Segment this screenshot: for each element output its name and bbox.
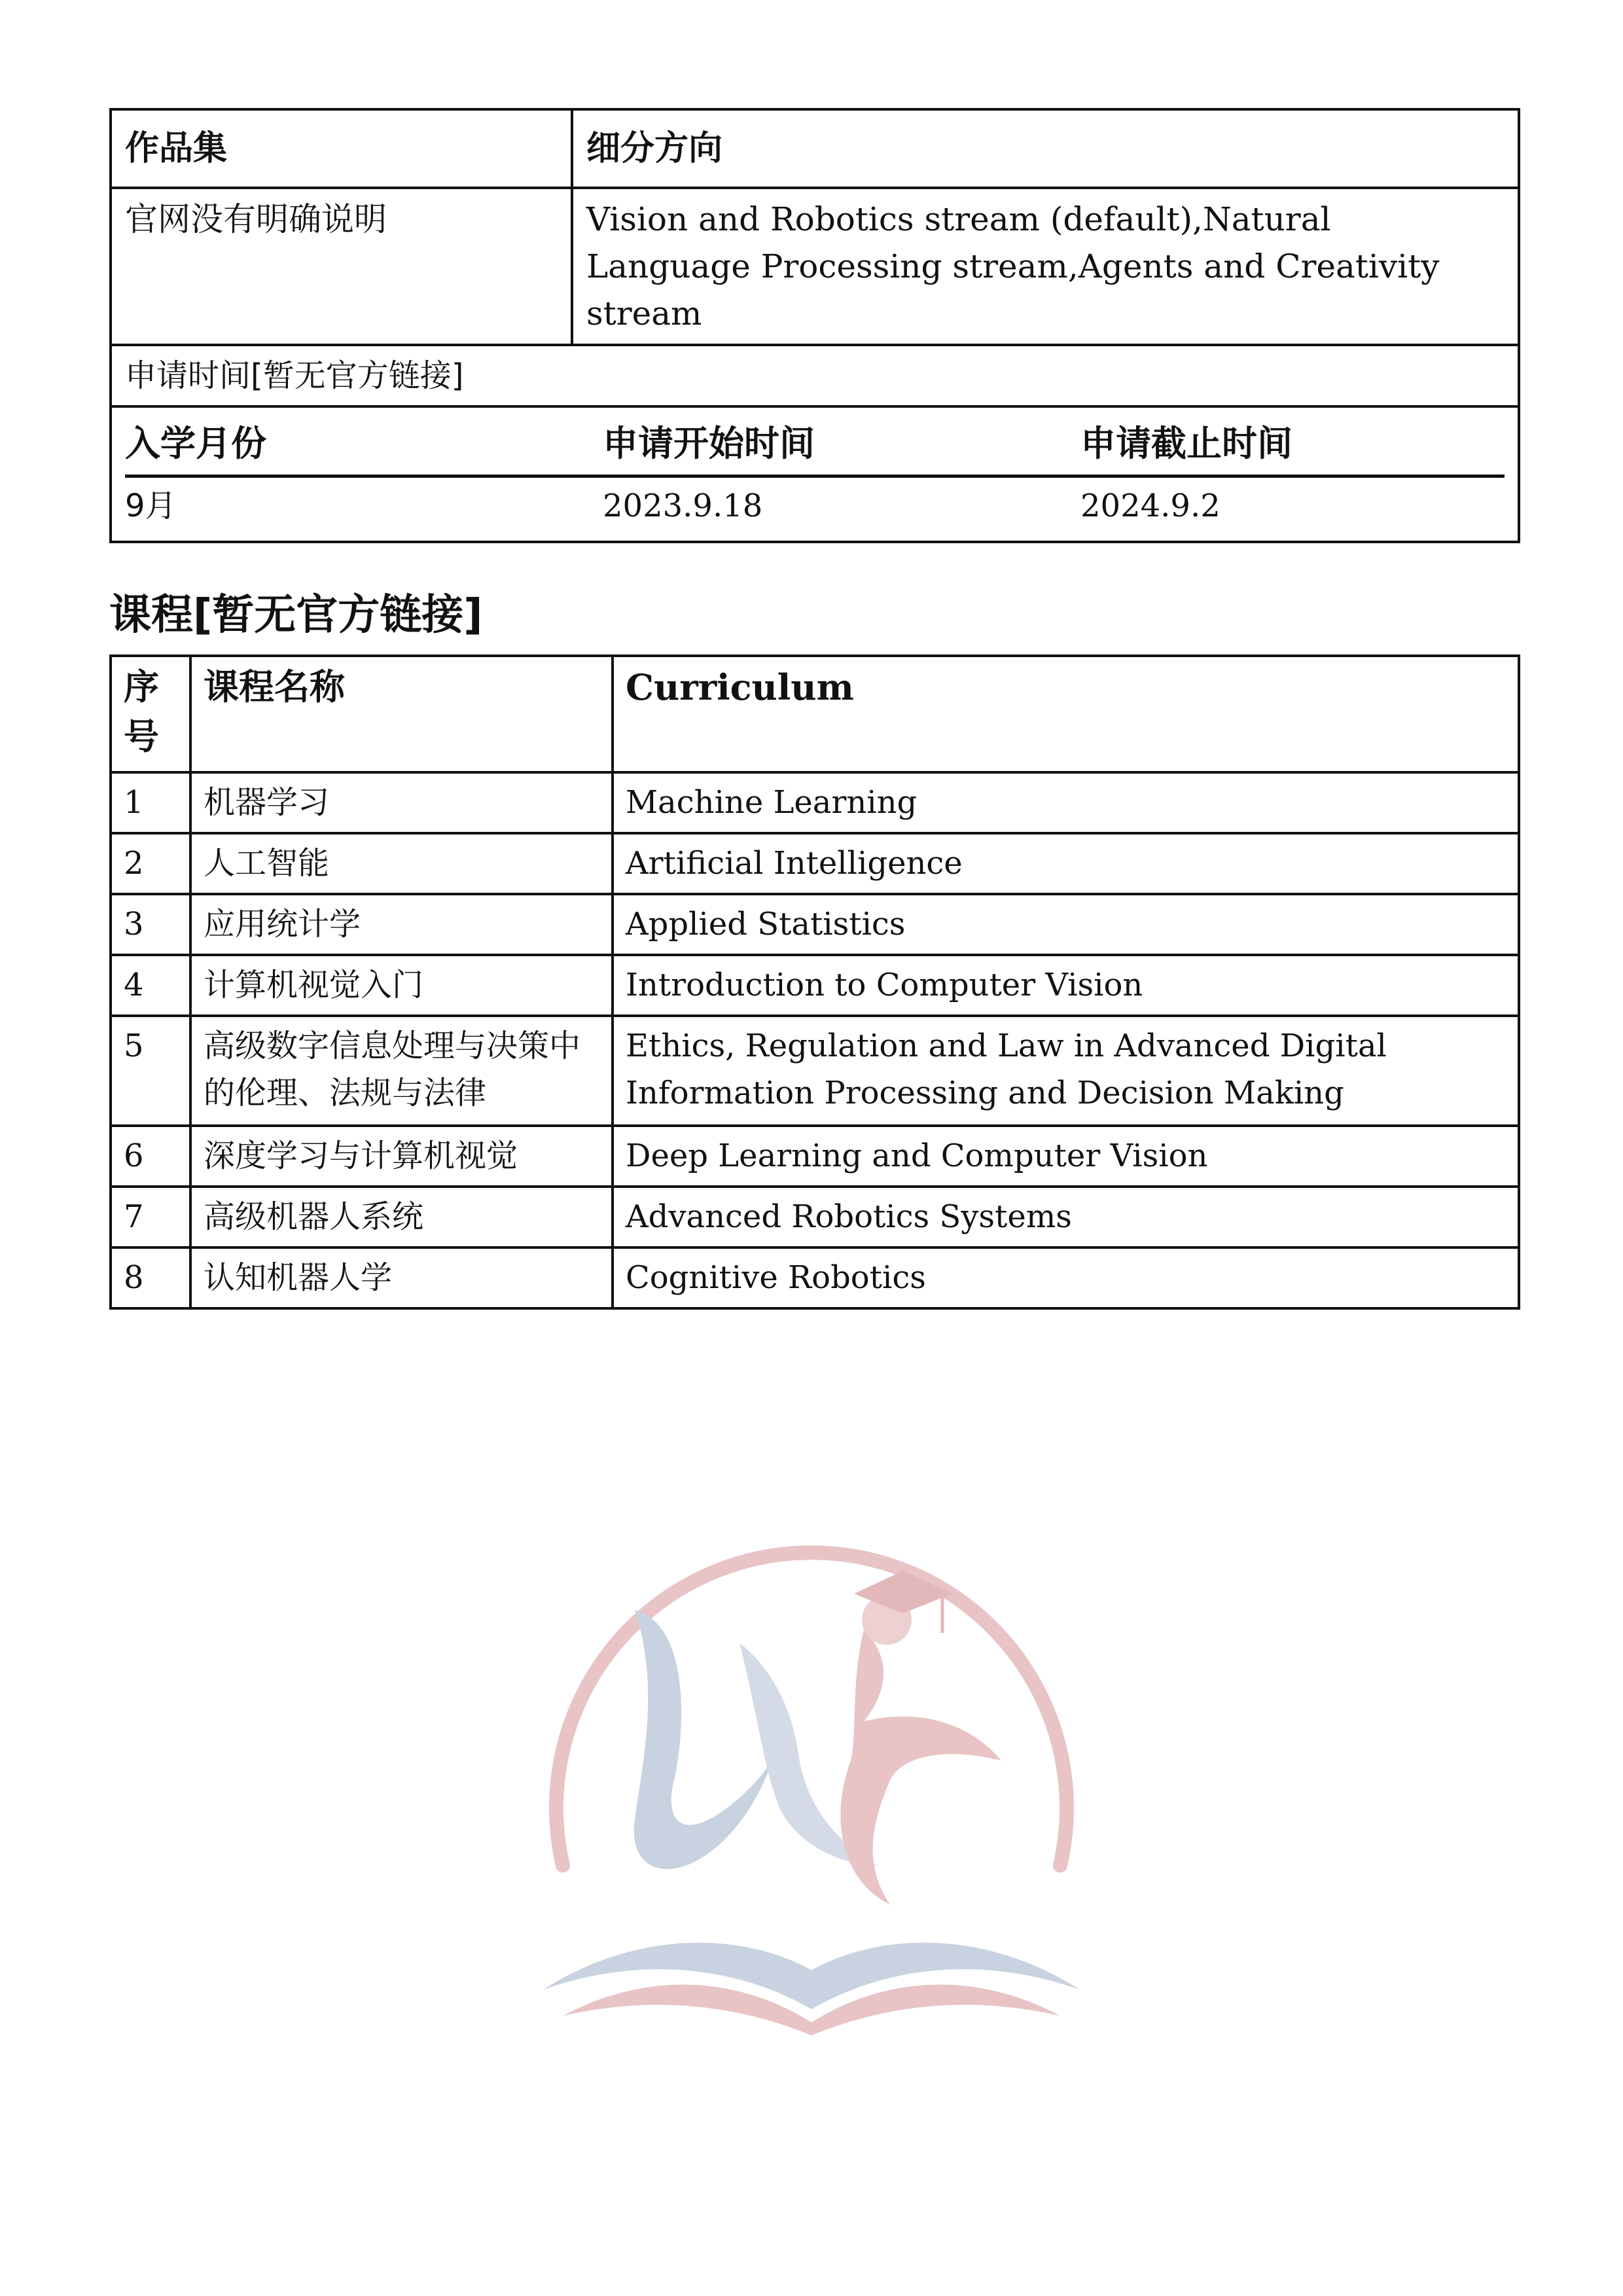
logo-letter-left bbox=[634, 1610, 772, 1869]
course-english-name: Deep Learning and Computer Vision bbox=[613, 1126, 1519, 1187]
course-chinese-name: 高级机器人系统 bbox=[190, 1187, 613, 1247]
table-row bbox=[111, 1247, 1519, 1308]
dates-header bbox=[125, 417, 1505, 478]
course-chinese-name: 应用统计学 bbox=[190, 894, 613, 955]
graduate-book-logo-icon bbox=[524, 1473, 1099, 2036]
course-chinese-name: 人工智能 bbox=[190, 833, 613, 894]
course-number: 6 bbox=[111, 1126, 190, 1187]
table-row bbox=[111, 1016, 1519, 1126]
table-row bbox=[111, 772, 1519, 833]
courses-heading: 课程[暂无官方链接] bbox=[109, 591, 483, 639]
course-chinese-name: 计算机视觉入门 bbox=[190, 955, 613, 1016]
course-number: 3 bbox=[111, 894, 190, 955]
application-deadline-value: 2024.9.2 bbox=[1080, 488, 1221, 524]
column-header-curriculum: Curriculum bbox=[613, 656, 1519, 772]
course-chinese-name: 认知机器人学 bbox=[190, 1247, 613, 1308]
course-english-name: Machine Learning bbox=[613, 772, 1519, 833]
application-time-row bbox=[112, 346, 1518, 408]
application-deadline-header: 申请截止时间 bbox=[1080, 423, 1293, 464]
table-row bbox=[111, 1187, 1519, 1247]
application-info-table bbox=[109, 108, 1520, 543]
course-english-name: Artificial Intelligence bbox=[613, 833, 1519, 894]
table-row bbox=[111, 894, 1519, 955]
course-chinese-name: 深度学习与计算机视觉 bbox=[190, 1126, 613, 1187]
course-number: 8 bbox=[111, 1247, 190, 1308]
table-row bbox=[111, 1126, 1519, 1187]
course-chinese-name: 机器学习 bbox=[190, 772, 613, 833]
portfolio-value: 官网没有明确说明 bbox=[112, 189, 573, 344]
course-number: 7 bbox=[111, 1187, 190, 1247]
course-number: 4 bbox=[111, 955, 190, 1016]
column-header-chinese-name: 课程名称 bbox=[190, 656, 613, 772]
portfolio-header: 作品集 bbox=[112, 111, 573, 187]
streams-value: Vision and Robotics stream (default),Natural Language Processing stream,Agents and Creativity stream bbox=[586, 200, 1440, 332]
application-open-header: 申请开始时间 bbox=[603, 423, 815, 464]
dates-block bbox=[112, 408, 1518, 541]
courses-table bbox=[109, 655, 1520, 1310]
column-header-number: 序号 bbox=[111, 656, 190, 772]
dates-row bbox=[112, 408, 1518, 541]
dates-values bbox=[125, 478, 1505, 534]
logo-figure bbox=[840, 1630, 1001, 1905]
info-body-row bbox=[112, 189, 1518, 346]
course-number: 1 bbox=[111, 772, 190, 833]
streams-header: 细分方向 bbox=[586, 129, 723, 168]
table-row bbox=[111, 833, 1519, 894]
course-number: 5 bbox=[111, 1016, 190, 1126]
intake-month-value: 9月 bbox=[125, 488, 177, 524]
course-english-name: Advanced Robotics Systems bbox=[613, 1187, 1519, 1247]
course-english-name: Cognitive Robotics bbox=[613, 1247, 1519, 1308]
course-chinese-name: 高级数字信息处理与决策中的伦理、法规与法律 bbox=[190, 1016, 613, 1126]
course-english-name: Applied Statistics bbox=[613, 894, 1519, 955]
intake-month-header: 入学月份 bbox=[125, 423, 266, 464]
table-row bbox=[111, 955, 1519, 1016]
course-english-name: Introduction to Computer Vision bbox=[613, 955, 1519, 1016]
courses-header-row bbox=[111, 656, 1519, 772]
application-open-value: 2023.9.18 bbox=[603, 488, 763, 524]
course-number: 2 bbox=[111, 833, 190, 894]
course-english-name: Ethics, Regulation and Law in Advanced Digital Information Processing and Decision Making bbox=[613, 1016, 1519, 1126]
info-header-row bbox=[112, 111, 1518, 189]
application-time-label: 申请时间[暂无官方链接] bbox=[125, 357, 464, 394]
